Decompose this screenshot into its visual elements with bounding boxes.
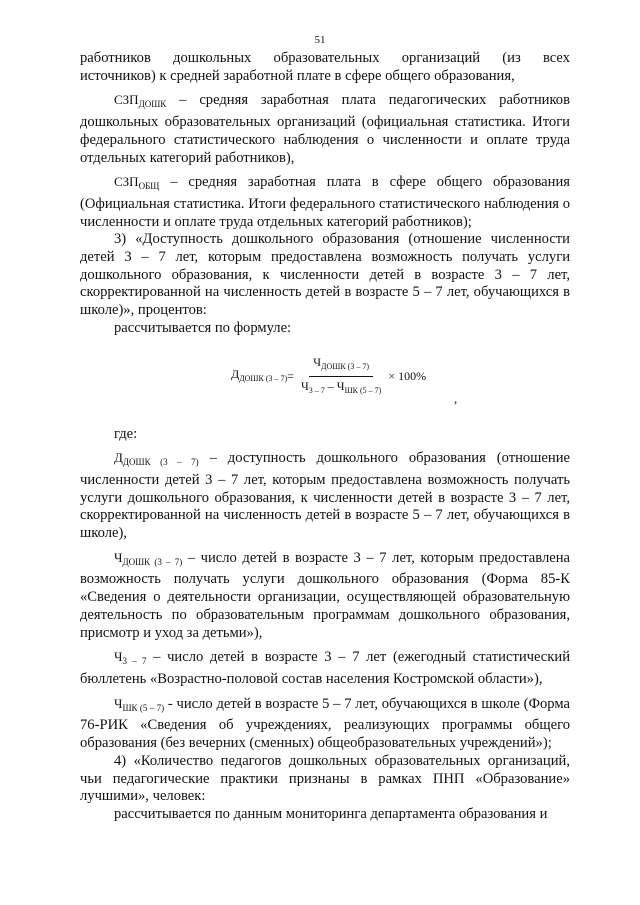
formula-fraction — [297, 354, 385, 400]
paragraph-line: источников) к средней заработной плате в сфере общего образования, — [80, 67, 515, 84]
symbol: $СЗП_{ДОШК}$ — [114, 92, 167, 110]
list-item-3: 3) «Доступность дошкольного образования (отношение численности детей 3 – 7 лет, которым предоставлена возможность получать услуги дошкольного образования, к численности детей в возрасте 3 – 7 лет, скорректированной на численность детей в возрасте 5 – 7 лет, обучающихся в школе)», процентов: — [80, 231, 570, 319]
where-label: где: — [114, 425, 138, 442]
definition-szp-obsh: $СЗП_{ОБЩ}$ – средняя заработная плата в сфере общего образования (Официальная статистика. Итоги федерального статистического наблюдения о численности и оплате труда отдельных категорий работников); — [80, 174, 570, 230]
calc-intro: рассчитывается по формуле: — [114, 319, 292, 336]
symbol: $Ч_{3 - 7}$ — [114, 649, 147, 667]
formula-lhs: $Д_{ДОШК (3 - 7)}$ — [231, 366, 288, 383]
definition-ch-3-7: $Ч_{3 - 7}$ – число детей в возрасте 3 – 7 лет (ежегодный статистический бюллетень «Возрастно-половой состав населения Костромской области»), — [80, 649, 570, 687]
formula — [80, 344, 570, 426]
symbol: $Ч_{ДОШК (3 - 7)}$ — [114, 549, 183, 567]
definition-ch-shk: $Ч_{ШК (5 - 7)}$ - число детей в возрасте 5 – 7 лет, обучающихся в школе (Форма 76-РИК «Сведения об учреждениях, реализующих программы общего образования (без вечерних (сменных) общеобразовательных учреждений»); — [80, 695, 570, 752]
symbol: $Д_{ДОШК (3 - 7)}$ — [114, 450, 199, 468]
formula-equals: = — [287, 368, 294, 383]
formula-denominator: $Ч_{3 - 7} - Ч_{ШК (5 - 7)}$ — [300, 379, 382, 396]
formula-numerator: $Ч_{ДОШК (3 - 7)}$ — [309, 354, 373, 378]
list-item-4: 4) «Количество педагогов дошкольных образовательных организаций, чьи педагогические практики признаны в рамках ПНП «Образование» лучшими», человек: — [80, 752, 570, 805]
document-body — [80, 50, 570, 824]
definition-d-doshk: $Д_{ДОШК (3 - 7)}$ – доступность дошкольного образования (отношение численности детей 3 – 7 лет, которым предоставлена возможность получать услуги дошкольного образования, к численности детей в возрасте 3 – 7 лет, скорректированной на численность детей в возрасте 5 – 7 лет, обучающихся в школе), — [80, 450, 570, 542]
definition-szp-doshk: $СЗП_{ДОШК}$ – средняя заработная плата педагогических работников дошкольных образовательных организаций (официальная статистика. Итоги федерального статистического наблюдения о численности и оплате труда отдельных категорий работников), — [80, 92, 570, 166]
page-number: 51 — [314, 34, 326, 46]
last-line: рассчитывается по данным мониторинга департамента образования и — [114, 805, 548, 822]
symbol: $СЗП_{ОБЩ}$ — [114, 174, 160, 192]
definition-ch-doshk: $Ч_{ДОШК (3 - 7)}$ – число детей в возрасте 3 – 7 лет, которым предоставлена возможность получать услуги дошкольного образования (Форма 85-К «Сведения о деятельности организации, осуществляющей образовательную деятельность по образовательным программам дошкольного образования, присмотр и уход за детьми»), — [80, 549, 571, 641]
formula-multiplier: × 100% — [388, 368, 427, 383]
symbol: $Ч_{ШК (5 - 7)}$ — [114, 695, 165, 713]
formula-comma: , — [454, 390, 458, 406]
paragraph-line: работников дошкольных образовательных организаций (из всех — [80, 50, 570, 66]
